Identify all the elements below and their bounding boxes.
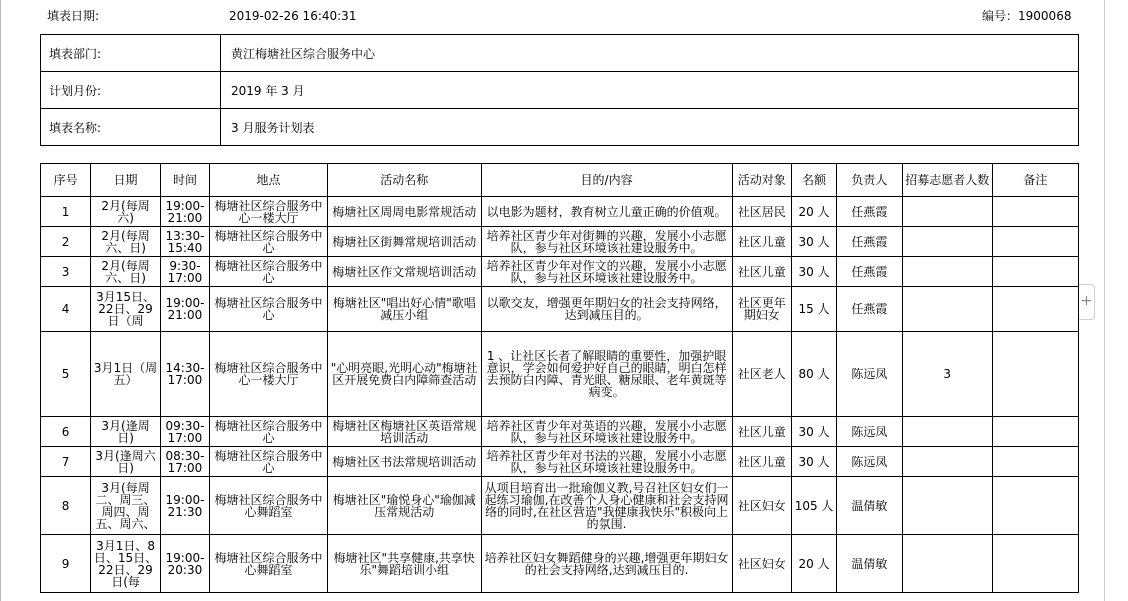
cell-content — [481, 227, 732, 257]
header-content: 目的/内容 — [481, 164, 732, 197]
cell-quota — [792, 227, 837, 257]
cell-date-text: 3月(逢周日) — [101, 419, 150, 444]
cell-remark — [992, 287, 1078, 332]
info-label: 计划月份: — [41, 72, 221, 109]
fill-date-label: 填表日期: — [47, 9, 100, 23]
cell-date — [91, 257, 161, 287]
cell-activity-name — [327, 417, 481, 447]
page-left-border — [0, 0, 1, 601]
serial-number-label: 编号： — [982, 9, 1019, 23]
cell-time-text: 9:30-17:00 — [167, 259, 203, 284]
cell-content-text: 1 、让社区长者了解眼睛的重要性，加强护眼意识，学会如何爱护好自己的眼睛，明白怎样去预防白内障、青光眼、糖尿眼、老年黄斑等病变。 — [486, 350, 727, 398]
cell-place — [210, 477, 328, 535]
form-info-table — [40, 34, 1079, 146]
header-time: 时间 — [160, 164, 209, 197]
cell-activity-name — [327, 447, 481, 477]
cell-time-text: 19:00-21:00 — [165, 199, 205, 224]
cell-content — [481, 197, 732, 227]
cell-time-text: 19:00-21:00 — [165, 297, 205, 321]
cell-time — [160, 227, 209, 257]
service-plan-table — [40, 163, 1079, 593]
cell-time — [160, 197, 209, 227]
serial-number-value: 1900068 — [1018, 9, 1072, 23]
cell-activity-name — [327, 257, 481, 287]
cell-leader-text: 任燕霞 — [851, 205, 888, 218]
cell-date — [91, 477, 161, 535]
table-row — [41, 417, 1079, 447]
cell-date-text: 3月(逢周六日) — [95, 449, 156, 474]
cell-date — [91, 417, 161, 447]
cell-target-text: 社区更年期妇女 — [737, 297, 786, 321]
cell-no — [41, 227, 91, 257]
page-right-border — [1104, 0, 1105, 601]
info-label: 填表名称: — [41, 109, 221, 146]
cell-date-text: 2月(每周六、日) — [101, 229, 150, 254]
cell-activity-name — [327, 197, 481, 227]
cell-leader-text: 温倩敏 — [851, 499, 888, 512]
cell-date-text: 3月1日、8日、15日、22日、29日(每 — [93, 539, 158, 588]
table-row — [41, 287, 1079, 332]
cell-place — [210, 197, 328, 227]
cell-leader-text: 温倩敏 — [851, 557, 888, 570]
cell-volunteers — [902, 477, 992, 535]
cell-remark — [992, 197, 1078, 227]
cell-place-text: 梅塘社区综合服务中心 — [214, 259, 323, 284]
cell-volunteers-text: 3 — [943, 368, 952, 380]
cell-no — [41, 535, 91, 593]
cell-date — [91, 287, 161, 332]
cell-target — [732, 477, 791, 535]
header-date: 日期 — [91, 164, 161, 197]
cell-content-text: 培养社区青少年对作文的兴趣，发展小小志愿队，参与社区环境该社建设服务中。 — [486, 259, 727, 284]
cell-quota — [792, 197, 837, 227]
cell-time-text: 09:30-17:00 — [165, 419, 205, 444]
header-activity-name: 活动名称 — [327, 164, 481, 197]
cell-target-text: 社区居民 — [737, 205, 786, 218]
table-header-row — [41, 164, 1079, 197]
cell-activity-name — [327, 332, 481, 417]
table-row — [41, 227, 1079, 257]
cell-leader-text: 任燕霞 — [851, 235, 888, 248]
cell-leader-text: 陈远凤 — [851, 425, 888, 438]
cell-content — [481, 257, 732, 287]
table-row — [41, 535, 1079, 593]
cell-content-text: 培养社区妇女舞蹈健身的兴趣,增强更年期妇女的社会支持网络,达到减压目的. — [484, 551, 729, 576]
cell-target-text: 社区老人 — [737, 368, 786, 380]
cell-volunteers — [902, 447, 992, 477]
header-no: 序号 — [41, 164, 91, 197]
cell-place-text: 梅塘社区综合服务中心一楼大厅 — [214, 362, 323, 386]
header-leader: 负责人 — [837, 164, 903, 197]
cell-time-text: 19:00-20:30 — [165, 551, 205, 576]
cell-leader-text: 任燕霞 — [851, 265, 888, 278]
cell-date — [91, 197, 161, 227]
cell-quota-text: 15 人 — [798, 303, 830, 315]
cell-target — [732, 332, 791, 417]
cell-content-text: 从项目培育出一批瑜伽义教,号召社区妇女们一起练习瑜伽,在改善个人身心健康和社会支持网络的同时,在社区营造"我健康我快乐"积极向上的氛围. — [484, 481, 729, 530]
cell-quota — [792, 477, 837, 535]
cell-content-text: 以电影为题材，教育树立儿童正确的价值观。 — [486, 205, 727, 218]
cell-content-text: 培养社区青少年对书法的兴趣，发展小小志愿队，参与社区环境该社建设服务中。 — [486, 449, 727, 474]
cell-remark — [992, 535, 1078, 593]
cell-quota-text: 30 人 — [798, 235, 830, 248]
cell-target — [732, 535, 791, 593]
cell-time — [160, 447, 209, 477]
cell-leader — [837, 447, 903, 477]
cell-target-text: 社区儿童 — [737, 455, 786, 468]
cell-quota — [792, 535, 837, 593]
cell-target-text: 社区妇女 — [737, 499, 786, 512]
expand-tab-button[interactable]: + — [1079, 284, 1095, 320]
cell-remark — [992, 257, 1078, 287]
cell-activity-name-text: 梅塘社区梅塘社区英语常规培训活动 — [332, 419, 477, 444]
cell-no — [41, 257, 91, 287]
cell-activity-name-text: 梅塘社区书法常规培训活动 — [332, 455, 477, 468]
cell-quota-text: 80 人 — [798, 368, 830, 380]
cell-leader — [837, 287, 903, 332]
cell-place-text: 梅塘社区综合服务中心舞蹈室 — [214, 493, 323, 518]
cell-leader — [837, 417, 903, 447]
cell-leader — [837, 197, 903, 227]
cell-content — [481, 417, 732, 447]
cell-place — [210, 287, 328, 332]
cell-quota — [792, 417, 837, 447]
cell-no-text: 4 — [61, 303, 70, 315]
cell-volunteers — [902, 332, 992, 417]
cell-quota-text: 105 人 — [794, 499, 834, 512]
cell-time — [160, 417, 209, 447]
cell-volunteers — [902, 535, 992, 593]
table-row — [41, 257, 1079, 287]
header-remark: 备注 — [992, 164, 1078, 197]
cell-place-text: 梅塘社区综合服务中心 — [214, 229, 323, 254]
cell-place — [210, 257, 328, 287]
fill-date-value: 2019-02-26 16:40:31 — [229, 9, 357, 23]
cell-time — [160, 535, 209, 593]
cell-no — [41, 417, 91, 447]
cell-no-text: 3 — [61, 265, 70, 278]
cell-leader — [837, 477, 903, 535]
cell-date-text: 3月(每周二、周三、周四、周五、周六、 — [95, 481, 156, 530]
cell-quota-text: 30 人 — [798, 425, 830, 438]
cell-content — [481, 535, 732, 593]
cell-place — [210, 417, 328, 447]
cell-no-text: 9 — [61, 557, 70, 570]
table-row — [41, 332, 1079, 417]
cell-volunteers — [902, 417, 992, 447]
cell-leader-text: 陈远凤 — [851, 455, 888, 468]
cell-quota-text: 30 人 — [798, 455, 830, 468]
cell-no — [41, 477, 91, 535]
cell-date — [91, 332, 161, 417]
cell-quota — [792, 257, 837, 287]
header-place: 地点 — [210, 164, 328, 197]
cell-time — [160, 477, 209, 535]
cell-place-text: 梅塘社区综合服务中心 — [214, 419, 323, 444]
cell-quota — [792, 287, 837, 332]
cell-target-text: 社区儿童 — [737, 235, 786, 248]
table-row — [41, 447, 1079, 477]
cell-target — [732, 447, 791, 477]
cell-time-text: 08:30-17:00 — [165, 449, 205, 474]
cell-place — [210, 227, 328, 257]
cell-volunteers — [902, 257, 992, 287]
header-quota: 名额 — [792, 164, 837, 197]
cell-volunteers — [902, 197, 992, 227]
cell-no — [41, 197, 91, 227]
cell-time-text: 13:30-15:40 — [165, 229, 205, 254]
cell-time — [160, 257, 209, 287]
cell-leader — [837, 332, 903, 417]
header-target: 活动对象 — [732, 164, 791, 197]
info-row-department — [41, 35, 1079, 72]
cell-quota — [792, 447, 837, 477]
cell-activity-name — [327, 287, 481, 332]
cell-activity-name-text: 梅塘社区街舞常规培训活动 — [332, 235, 477, 248]
cell-activity-name-text: 梅塘社区"唱出好心情"歌唱减压小组 — [332, 297, 476, 321]
cell-date — [91, 535, 161, 593]
cell-time — [160, 287, 209, 332]
cell-no — [41, 447, 91, 477]
cell-activity-name-text: 梅塘社区"共享健康,共享快乐"舞蹈培训小组 — [333, 551, 475, 576]
cell-remark — [992, 447, 1078, 477]
cell-quota-text: 30 人 — [798, 265, 830, 278]
cell-content — [481, 332, 732, 417]
cell-activity-name-text: 梅塘社区作文常规培训活动 — [332, 265, 477, 278]
cell-leader — [837, 257, 903, 287]
cell-remark — [992, 477, 1078, 535]
cell-target-text: 社区妇女 — [737, 557, 786, 570]
cell-quota — [792, 332, 837, 417]
cell-leader-text: 陈远凤 — [851, 368, 888, 380]
cell-remark — [992, 417, 1078, 447]
cell-quota-text: 20 人 — [798, 205, 830, 218]
cell-activity-name — [327, 477, 481, 535]
cell-content — [481, 447, 732, 477]
cell-target — [732, 197, 791, 227]
cell-place-text: 梅塘社区综合服务中心一楼大厅 — [214, 199, 323, 224]
cell-place — [210, 332, 328, 417]
cell-no-text: 7 — [61, 455, 70, 468]
cell-no — [41, 287, 91, 332]
cell-content-text: 以歌交友，增强更年期妇女的社会支持网络，达到减压目的。 — [486, 297, 727, 321]
cell-content — [481, 477, 732, 535]
cell-content — [481, 287, 732, 332]
cell-date — [91, 227, 161, 257]
cell-no-text: 5 — [61, 368, 70, 380]
info-label: 填表部门: — [41, 35, 221, 72]
info-value: 黄江梅塘社区综合服务中心 — [221, 35, 1079, 72]
cell-date-text: 3月15日、22日、29日（周 — [96, 291, 155, 327]
cell-volunteers — [902, 227, 992, 257]
cell-target — [732, 227, 791, 257]
info-row-month — [41, 72, 1079, 109]
cell-time — [160, 332, 209, 417]
cell-no-text: 1 — [61, 205, 70, 218]
cell-remark — [992, 332, 1078, 417]
cell-place — [210, 447, 328, 477]
cell-leader — [837, 535, 903, 593]
cell-activity-name-text: 梅塘社区周周电影常规活动 — [332, 205, 477, 218]
info-value: 3 月服务计划表 — [221, 109, 1079, 146]
cell-date — [91, 447, 161, 477]
info-value: 2019 年 3 月 — [221, 72, 1079, 109]
cell-content-text: 培养社区青少年对英语的兴趣，发展小小志愿队，参与社区环境该社建设服务中。 — [486, 419, 727, 444]
table-row — [41, 197, 1079, 227]
cell-no-text: 6 — [61, 425, 70, 438]
cell-date-text: 3月1日（周五） — [93, 362, 158, 386]
cell-target-text: 社区儿童 — [737, 425, 786, 438]
cell-place-text: 梅塘社区综合服务中心 — [214, 449, 323, 474]
header-volunteers: 招募志愿者人数 — [902, 164, 992, 197]
cell-activity-name-text: "心明亮眼,光明心动"梅塘社区开展免费白内障筛查活动 — [330, 362, 478, 386]
cell-content-text: 培养社区青少年对街舞的兴趣，发展小小志愿队，参与社区环境该社建设服务中。 — [486, 229, 727, 254]
cell-target — [732, 417, 791, 447]
cell-place-text: 梅塘社区综合服务中心 — [214, 297, 323, 321]
cell-target — [732, 287, 791, 332]
cell-place — [210, 535, 328, 593]
cell-target-text: 社区儿童 — [737, 265, 786, 278]
cell-time-text: 14:30-17:00 — [165, 362, 205, 386]
cell-time-text: 19:00-21:30 — [165, 493, 205, 518]
table-row — [41, 477, 1079, 535]
cell-activity-name — [327, 535, 481, 593]
cell-volunteers — [902, 287, 992, 332]
cell-no — [41, 332, 91, 417]
cell-target — [732, 257, 791, 287]
cell-no-text: 8 — [61, 499, 70, 512]
cell-leader — [837, 227, 903, 257]
info-row-name — [41, 109, 1079, 146]
cell-no-text: 2 — [61, 235, 70, 248]
cell-place-text: 梅塘社区综合服务中心舞蹈室 — [214, 551, 323, 576]
cell-date-text: 2月(每周六、日) — [101, 259, 150, 284]
cell-quota-text: 20 人 — [798, 557, 830, 570]
cell-activity-name — [327, 227, 481, 257]
cell-date-text: 2月(每周六) — [101, 199, 150, 224]
serial-number — [982, 8, 1071, 24]
cell-remark — [992, 227, 1078, 257]
cell-activity-name-text: 梅塘社区"瑜悦身心"瑜伽减压常规活动 — [332, 493, 476, 518]
cell-leader-text: 任燕霞 — [851, 303, 888, 315]
